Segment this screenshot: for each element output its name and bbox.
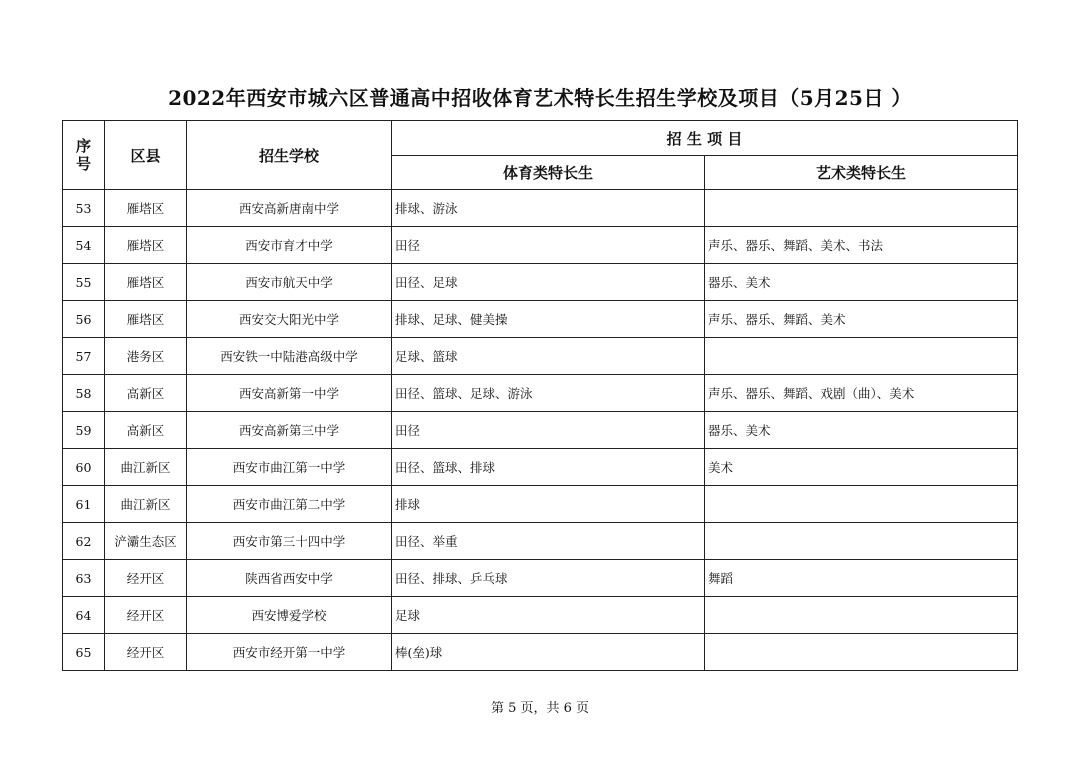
- header-seq-line2: 号: [75, 155, 91, 173]
- row-arts-cell: 舞蹈: [705, 560, 1018, 597]
- row-arts-cell: 器乐、美术: [705, 412, 1018, 449]
- table-row: [63, 227, 1018, 264]
- row-seq-cell: 63: [63, 560, 105, 597]
- row-district-cell: 经开区: [105, 597, 187, 634]
- header-seq: [63, 121, 105, 190]
- row-school-cell: 西安市曲江第二中学: [187, 486, 392, 523]
- row-sports-cell: 田径、篮球、排球: [392, 449, 705, 486]
- row-district-cell: 曲江新区: [105, 486, 187, 523]
- row-seq-cell: 60: [63, 449, 105, 486]
- row-school-cell: 西安高新第三中学: [187, 412, 392, 449]
- header-seq-line1: 序: [75, 137, 91, 155]
- row-sports-cell: 排球、足球、健美操: [392, 301, 705, 338]
- header-arts: 艺术类特长生: [705, 156, 1018, 190]
- row-school-cell: 西安高新唐南中学: [187, 190, 392, 227]
- row-district-cell: 雁塔区: [105, 264, 187, 301]
- row-seq-cell: 62: [63, 523, 105, 560]
- row-school-cell: 陕西省西安中学: [187, 560, 392, 597]
- page-title: 2022年西安市城六区普通高中招收体育艺术特长生招生学校及项目（5月25日 ）: [168, 86, 912, 110]
- row-sports-cell: 足球: [392, 597, 705, 634]
- row-seq-cell: 56: [63, 301, 105, 338]
- table-row: [63, 523, 1018, 560]
- header-school: 招生学校: [187, 121, 392, 190]
- row-school-cell: 西安铁一中陆港高级中学: [187, 338, 392, 375]
- row-district-cell: 高新区: [105, 375, 187, 412]
- table-row: [63, 375, 1018, 412]
- row-district-cell: 经开区: [105, 560, 187, 597]
- row-district-cell: 浐灞生态区: [105, 523, 187, 560]
- row-school-cell: 西安市第三十四中学: [187, 523, 392, 560]
- table-row: [63, 264, 1018, 301]
- row-arts-cell: [705, 486, 1018, 523]
- row-seq-cell: 64: [63, 597, 105, 634]
- row-district-cell: 曲江新区: [105, 449, 187, 486]
- row-school-cell: 西安市航天中学: [187, 264, 392, 301]
- header-sports: 体育类特长生: [392, 156, 705, 190]
- table-header-row: [63, 121, 1018, 156]
- row-seq-cell: 65: [63, 634, 105, 671]
- table-row: [63, 338, 1018, 375]
- row-sports-cell: 田径、篮球、足球、游泳: [392, 375, 705, 412]
- row-arts-cell: [705, 338, 1018, 375]
- row-arts-cell: 器乐、美术: [705, 264, 1018, 301]
- table-row: [63, 449, 1018, 486]
- table-row: [63, 301, 1018, 338]
- table-row: [63, 190, 1018, 227]
- page-footer: 第 5 页，共 6 页: [490, 701, 590, 716]
- row-district-cell: 经开区: [105, 634, 187, 671]
- row-sports-cell: 田径: [392, 412, 705, 449]
- row-sports-cell: 棒(垒)球: [392, 634, 705, 671]
- row-sports-cell: 田径、足球: [392, 264, 705, 301]
- row-school-cell: 西安市曲江第一中学: [187, 449, 392, 486]
- row-district-cell: 港务区: [105, 338, 187, 375]
- row-seq-cell: 58: [63, 375, 105, 412]
- table-body: [63, 190, 1018, 671]
- row-sports-cell: 排球、游泳: [392, 190, 705, 227]
- row-seq-cell: 59: [63, 412, 105, 449]
- row-seq-cell: 61: [63, 486, 105, 523]
- row-district-cell: 雁塔区: [105, 301, 187, 338]
- row-district-cell: 雁塔区: [105, 227, 187, 264]
- table-row: [63, 412, 1018, 449]
- row-seq-cell: 54: [63, 227, 105, 264]
- row-sports-cell: 田径: [392, 227, 705, 264]
- header-projects: 招 生 项 目: [392, 121, 1018, 156]
- row-sports-cell: 田径、举重: [392, 523, 705, 560]
- row-district-cell: 高新区: [105, 412, 187, 449]
- header-district: 区县: [105, 121, 187, 190]
- table-row: [63, 634, 1018, 671]
- row-arts-cell: 声乐、器乐、舞蹈、美术、书法: [705, 227, 1018, 264]
- row-school-cell: 西安高新第一中学: [187, 375, 392, 412]
- row-sports-cell: 田径、排球、乒乓球: [392, 560, 705, 597]
- row-arts-cell: 美术: [705, 449, 1018, 486]
- row-school-cell: 西安市育才中学: [187, 227, 392, 264]
- table-row: [63, 486, 1018, 523]
- row-school-cell: 西安博爱学校: [187, 597, 392, 634]
- row-sports-cell: 足球、篮球: [392, 338, 705, 375]
- row-arts-cell: [705, 190, 1018, 227]
- row-seq-cell: 53: [63, 190, 105, 227]
- row-district-cell: 雁塔区: [105, 190, 187, 227]
- row-arts-cell: [705, 523, 1018, 560]
- row-seq-cell: 55: [63, 264, 105, 301]
- row-arts-cell: 声乐、器乐、舞蹈、戏剧（曲）、美术: [705, 375, 1018, 412]
- row-arts-cell: [705, 634, 1018, 671]
- table-row: [63, 560, 1018, 597]
- row-school-cell: 西安交大阳光中学: [187, 301, 392, 338]
- row-arts-cell: 声乐、器乐、舞蹈、美术: [705, 301, 1018, 338]
- enrollment-table: [62, 120, 1018, 671]
- row-seq-cell: 57: [63, 338, 105, 375]
- row-school-cell: 西安市经开第一中学: [187, 634, 392, 671]
- row-sports-cell: 排球: [392, 486, 705, 523]
- row-arts-cell: [705, 597, 1018, 634]
- table-row: [63, 597, 1018, 634]
